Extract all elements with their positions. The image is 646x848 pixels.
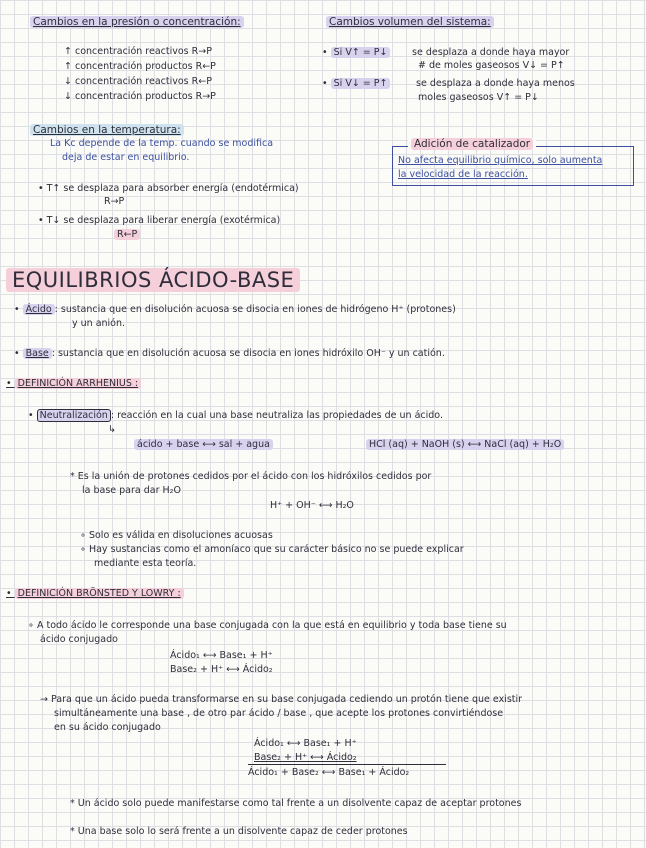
volume-bullet-2-text: se desplaza a donde haya menos bbox=[416, 78, 575, 89]
catalyst-line-1: No afecta equilibrio químico, solo aumenta bbox=[398, 155, 603, 166]
temperature-note-1: La Kc depende de la temp. cuando se modifica bbox=[50, 138, 274, 149]
water-equation: H⁺ + OH⁻ ⟷ H₂O bbox=[270, 500, 354, 511]
temperature-bullet-1: • T↑ se desplaza para absorber energía (endotérmica) bbox=[38, 183, 299, 194]
pressure-line-2: ↑ concentración productos R←P bbox=[64, 61, 216, 72]
base-definition: • Base : sustancia que en disolución acuosa se disocia en iones hidróxilo OH⁻ y un catión. bbox=[14, 348, 445, 359]
page-heading: EQUILIBRIOS ÁCIDO-BASE bbox=[6, 268, 300, 292]
arrhenius-note-1: * Es la unión de protones cedidos por el ácido con los hidróxilos cedidos por bbox=[70, 471, 432, 482]
temperature-arrow-2: R←P bbox=[114, 229, 140, 240]
pressure-line-3: ↓ concentración reactivos R←P bbox=[64, 76, 212, 87]
bronsted-eq-3: Ácido₁ ⟷ Base₁ + H⁺ bbox=[254, 738, 357, 749]
section-title-temperature: Cambios en la temperatura: bbox=[30, 124, 184, 136]
arrhenius-bullet-1: ∘ Solo es válida en disoluciones acuosas bbox=[80, 530, 273, 541]
volume-bullet-1-label: • Si V↑ = P↓ bbox=[322, 47, 390, 58]
arrhenius-note-2: la base para dar H₂O bbox=[82, 485, 181, 496]
neutralization-general-equation: ácido + base ⟷ sal + agua bbox=[134, 439, 273, 450]
arrhenius-title: • DEFINICIÓN ARRHENIUS : bbox=[6, 378, 141, 389]
temperature-note-2: deja de estar en equilibrio. bbox=[62, 152, 190, 163]
bronsted-eq-2: Base₂ + H⁺ ⟷ Ácido₂ bbox=[170, 664, 273, 675]
section-title-volume: Cambios volumen del sistema: bbox=[326, 16, 494, 28]
bronsted-eq-1: Ácido₁ ⟷ Base₁ + H⁺ bbox=[170, 650, 273, 661]
catalyst-line-2: la velocidad de la reacción. bbox=[398, 169, 528, 180]
bronsted-p1b: ácido conjugado bbox=[40, 634, 118, 645]
pressure-line-1: ↑ concentración reactivos R→P bbox=[64, 46, 212, 57]
temperature-arrow-1: R→P bbox=[104, 196, 125, 207]
catalyst-title: Adición de catalizador bbox=[408, 138, 536, 150]
curved-arrow-icon: ↳ bbox=[108, 424, 116, 435]
bronsted-eq-5: Ácido₁ + Base₂ ⟷ Base₁ + Ácido₂ bbox=[248, 767, 410, 778]
bronsted-p1: ∘ A todo ácido le corresponde una base conjugada con la que está en equilibrio y toda base tiene su bbox=[28, 620, 507, 631]
sum-divider bbox=[248, 764, 446, 765]
volume-bullet-1-text: se desplaza a donde haya mayor bbox=[412, 47, 570, 58]
temperature-bullet-2: • T↓ se desplaza para liberar energía (exotérmica) bbox=[38, 215, 281, 226]
catalyst-box bbox=[392, 146, 634, 186]
bronsted-p2c: en su ácido conjugado bbox=[54, 722, 161, 733]
bronsted-eq-4: Base₂ + H⁺ ⟷ Ácido₂ bbox=[254, 752, 357, 763]
bronsted-title: • DEFINICIÓN BRÖNSTED Y LOWRY : bbox=[6, 588, 184, 599]
bronsted-star-1: * Un ácido solo puede manifestarse como tal frente a un disolvente capaz de aceptar protones bbox=[70, 798, 522, 809]
bronsted-p2b: simultáneamente una base , de otro par ácido / base , que acepte los protones convirtiéndose bbox=[54, 708, 504, 719]
bronsted-star-2: * Una base solo lo será frente a un disolvente capaz de ceder protones bbox=[70, 826, 408, 837]
volume-bullet-2-text2: moles gaseosos V↑ = P↓ bbox=[418, 92, 539, 103]
bronsted-p2: → Para que un ácido pueda transformarse en su base conjugada cediendo un protón tiene que existir bbox=[40, 694, 523, 705]
neutralization-example-equation: HCl (aq) + NaOH (s) ⟷ NaCl (aq) + H₂O bbox=[366, 439, 564, 450]
pressure-line-4: ↓ concentración productos R→P bbox=[64, 91, 216, 102]
acid-definition: • Ácido : sustancia que en disolución acuosa se disocia en iones de hidrógeno H⁺ (protones) bbox=[14, 304, 456, 315]
volume-bullet-2-label: • Si V↓ = P↑ bbox=[322, 78, 390, 89]
arrhenius-bullet-2: ∘ Hay sustancias como el amoníaco que su carácter básico no se puede explicar bbox=[80, 544, 464, 555]
neutralization-definition: • Neutralización : reacción en la cual una base neutraliza las propiedades de un ácido. bbox=[28, 410, 443, 421]
arrhenius-bullet-2b: mediante esta teoría. bbox=[94, 558, 197, 569]
acid-definition-2: y un anión. bbox=[72, 318, 126, 329]
section-title-pressure: Cambios en la presión o concentración: bbox=[30, 16, 244, 28]
volume-bullet-1-text2: # de moles gaseosos V↓ = P↑ bbox=[418, 60, 565, 71]
